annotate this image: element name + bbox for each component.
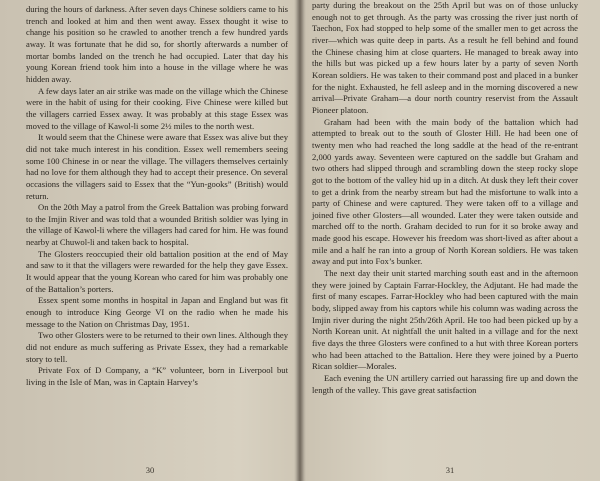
paragraph: It would seem that the Chinese were aware that Essex was alive but they did not take much interest in his condition. Essex well remembers seeing some 100 Chinese in or near the village. The villagers themselves certainly had no love for them although they had to accept their presence. On several occasions the villagers said to Essex that the “Yun-gooks” (British) would return. xyxy=(26,132,288,201)
paragraph: Two other Glosters were to be returned to their own lines. Although they did not endure as much suffering as Private Essex, they had a remarkable story to tell. xyxy=(26,330,288,364)
paragraph: party during the breakout on the 25th April but was on of those unlucky enough not to get through. As the party was crossing the river just north of Taechon, Fox had stopped to help some of the smaller men to get across the river—which was quite deep in parts. As a result he fell behind and found the Chinese chasing him at close quarters. He managed to break away into the hills but was picked up a few hours later by a party of seven North Korean soldiers. He was taken to their command post and placed in a bunker for the night. Exhausted, he fell asleep and in the morning discovered a new arrival—Private Graham—a dour north country reservist from the Assault Pioneer platoon. xyxy=(312,0,578,115)
paragraph: Essex spent some months in hospital in Japan and England but was fit enough to introduce King George VI on the radio when he made his message to the Nation on Christmas Day, 1951. xyxy=(26,295,288,329)
paragraph: Graham had been with the main body of the battalion which had attempted to break out to the south of Gloster Hill. He had been one of twenty men who had reached the long saddle at the head of the re-entrant 2,000 yards away. Seventeen were captured on the saddle but Graham and two others had slipped through and scrambling down the steep rocky slope got to the bottom of the valley hid up in a ditch. At dusk they left their cover to get a drink from the nearby stream but had the misfortune to walk into a party of Chinese and were captured. They were taken off to a village and joined five other Glosters—all wounded. Later they were taken outside and marched off to the north. Graham decided to run for it so broke away and made good his escape. However his freedom was short-lived as after about a mile and a half he ran into a group of North Korean soldiers. He was taken away and put into Fox’s bunker. xyxy=(312,116,578,267)
right-page xyxy=(300,0,600,481)
paragraph: during the hours of darkness. After seven days Chinese soldiers came to his trench and looked at him and then went away. Essex thought it wise to change his position so he crawled to another trench a few hundred yards away. It was fortunate that he did so, for shortly afterwards a number of mortar bombs landed on the trench he had occupied. Later that day his young Korean friend took him into a house in the village where he was hidden away. xyxy=(26,4,288,84)
paragraph: Private Fox of D Company, a “K” volunteer, born in Liverpool but living in the Isle of Man, was in Captain Harvey’s xyxy=(26,365,288,387)
paragraph: The Glosters reoccupied their old battalion position at the end of May and saw to it that the villagers were rewarded for the help they gave Essex. It would appear that the young Korean who cared for him was probably one of the Battalion’s porters. xyxy=(26,248,288,294)
left-page-text xyxy=(26,4,288,389)
paragraph: On the 20th May a patrol from the Greek Battalion was probing forward to the Imjin River and was told that a wounded British soldier was lying in the village of Kawol-li where the villagers had cared for him. He was found nearby at Chuwol-li and taken back to hospital. xyxy=(26,202,288,248)
right-page-text xyxy=(312,0,578,396)
page-number: 30 xyxy=(145,465,155,475)
paragraph: The next day their unit started marching south east and in the afternoon they were joined by Captain Farrar-Hockley, the Adjutant. He had made the first of many escapes. Farrar-Hockley who had been captured with the main body, slipped away from his captors while his column was wading across the Imjin river during the night 25th/26th April. He too had been picked up by a North Korean unit. At nightfall the unit halted in a village and for the next five days the three Glosters were confined to a hut with three Korean porters who had been attached to the Battalion. Here they were joined by a Puerto Rican soldier—Morales. xyxy=(312,268,578,372)
paragraph: Each evening the UN artillery carried out harassing fire up and down the length of the valley. This gave great satisfaction xyxy=(312,373,578,395)
page-number: 31 xyxy=(445,465,455,475)
paragraph: A few days later an air strike was made on the village which the Chinese were in the habit of using for their cooking. Five Chinese were killed but the villagers carried Essex away. It was probably at this stage Essex was moved to the village of Kawol-li some 2½ miles to the north west. xyxy=(26,85,288,131)
